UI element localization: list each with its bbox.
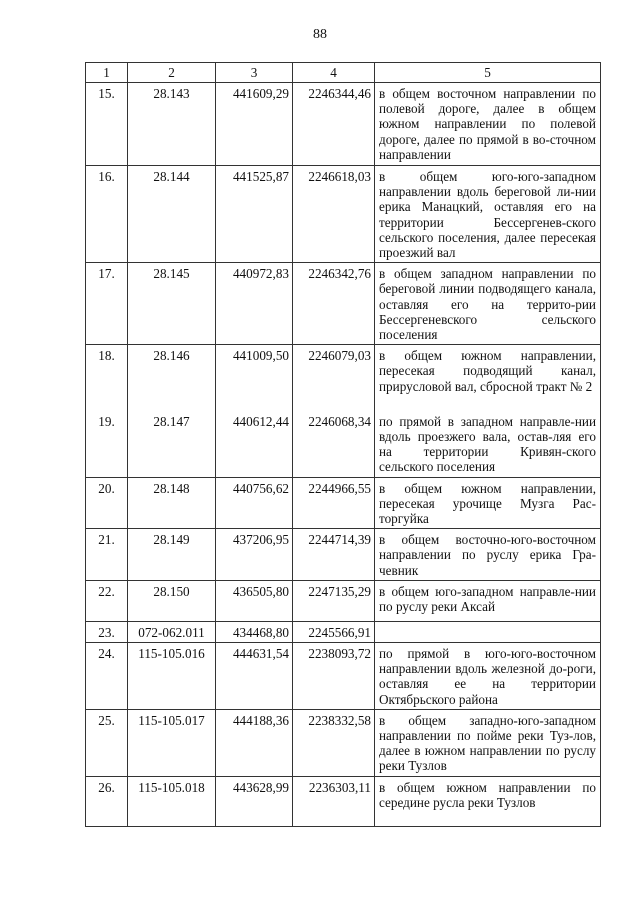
boundary-description: в общем южном направлении, пересекая подводящий канал, прирусловой вал, сбросной тракт № 2 bbox=[375, 345, 601, 411]
row-number: 21. bbox=[86, 529, 128, 581]
coordinate-y: 2238093,72 bbox=[293, 642, 375, 709]
boundary-description: по прямой в западном направле-нии вдоль проезжего вала, остав-ляя его на территории Кривян-ского сельского поселения bbox=[375, 411, 601, 477]
coordinate-y: 2246068,34 bbox=[293, 411, 375, 477]
boundary-description: по прямой в юго-юго-восточном направлении вдоль железной до-роги, оставляя ее на территории Октябрьского района bbox=[375, 642, 601, 709]
table-row bbox=[86, 83, 601, 166]
column-header-5: 5 bbox=[375, 63, 601, 83]
point-number: 115-105.017 bbox=[128, 709, 216, 776]
table-row bbox=[86, 166, 601, 263]
boundary-description: в общем восточно-юго-восточном направлении по руслу ерика Гра-чевник bbox=[375, 529, 601, 581]
boundary-description: в общем восточном направлении по полевой дороге, далее в общем южном направлении по полевой дороге, далее по прямой в во-сточном направлении bbox=[375, 83, 601, 166]
table-header bbox=[86, 63, 601, 83]
point-number: 115-105.016 bbox=[128, 642, 216, 709]
boundary-description: в общем юго-западном направле-нии по руслу реки Аксай bbox=[375, 580, 601, 621]
table-row bbox=[86, 529, 601, 581]
coordinate-y: 2246618,03 bbox=[293, 166, 375, 263]
row-number: 26. bbox=[86, 776, 128, 826]
table-row bbox=[86, 621, 601, 642]
row-number: 19. bbox=[86, 411, 128, 477]
row-number: 20. bbox=[86, 477, 128, 529]
row-number: 23. bbox=[86, 621, 128, 642]
table-body bbox=[86, 83, 601, 827]
coordinate-y: 2236303,11 bbox=[293, 776, 375, 826]
coordinate-x: 444188,36 bbox=[216, 709, 293, 776]
coordinate-y: 2244714,39 bbox=[293, 529, 375, 581]
row-number: 17. bbox=[86, 263, 128, 345]
coordinate-y: 2246342,76 bbox=[293, 263, 375, 345]
point-number: 115-105.018 bbox=[128, 776, 216, 826]
coordinate-x: 440972,83 bbox=[216, 263, 293, 345]
column-header-2: 2 bbox=[128, 63, 216, 83]
point-number: 28.146 bbox=[128, 345, 216, 411]
coordinate-x: 434468,80 bbox=[216, 621, 293, 642]
column-header-3: 3 bbox=[216, 63, 293, 83]
table-row bbox=[86, 345, 601, 411]
boundary-description: в общем юго-юго-западном направлении вдоль береговой ли-нии ерика Манацкий, оставляя его на территории Бессергенев-ского сельского поселения, далее пересекая проезжий вал bbox=[375, 166, 601, 263]
coordinate-x: 436505,80 bbox=[216, 580, 293, 621]
page-number: 88 bbox=[313, 27, 327, 42]
point-number: 28.143 bbox=[128, 83, 216, 166]
row-number: 15. bbox=[86, 83, 128, 166]
point-number: 28.144 bbox=[128, 166, 216, 263]
point-number: 072-062.011 bbox=[128, 621, 216, 642]
boundary-table bbox=[85, 62, 601, 827]
boundary-description: в общем южном направлении по середине русла реки Тузлов bbox=[375, 776, 601, 826]
boundary-description: в общем западном направлении по береговой линии подводящего канала, оставляя его на террито-рии Бессергеневского сельского поселения bbox=[375, 263, 601, 345]
coordinate-y: 2246344,46 bbox=[293, 83, 375, 166]
table-row bbox=[86, 411, 601, 477]
coordinate-x: 440756,62 bbox=[216, 477, 293, 529]
coordinate-x: 444631,54 bbox=[216, 642, 293, 709]
coordinate-x: 443628,99 bbox=[216, 776, 293, 826]
coordinate-y: 2244966,55 bbox=[293, 477, 375, 529]
table-row bbox=[86, 477, 601, 529]
coordinate-x: 441609,29 bbox=[216, 83, 293, 166]
row-number: 18. bbox=[86, 345, 128, 411]
point-number: 28.148 bbox=[128, 477, 216, 529]
table-row bbox=[86, 642, 601, 709]
coordinate-x: 441525,87 bbox=[216, 166, 293, 263]
point-number: 28.149 bbox=[128, 529, 216, 581]
table-row bbox=[86, 709, 601, 776]
row-number: 22. bbox=[86, 580, 128, 621]
row-number: 25. bbox=[86, 709, 128, 776]
boundary-description: в общем южном направлении, пересекая урочище Музга Рас-торгуйка bbox=[375, 477, 601, 529]
coordinate-y: 2247135,29 bbox=[293, 580, 375, 621]
point-number: 28.145 bbox=[128, 263, 216, 345]
table-row bbox=[86, 580, 601, 621]
coordinate-y: 2246079,03 bbox=[293, 345, 375, 411]
table-row bbox=[86, 776, 601, 826]
coordinate-y: 2245566,91 bbox=[293, 621, 375, 642]
point-number: 28.150 bbox=[128, 580, 216, 621]
coordinate-x: 440612,44 bbox=[216, 411, 293, 477]
boundary-description bbox=[375, 621, 601, 642]
coordinate-x: 441009,50 bbox=[216, 345, 293, 411]
boundary-description: в общем западно-юго-западном направлении по пойме реки Туз-лов, далее в южном направлении по руслу реки Тузлов bbox=[375, 709, 601, 776]
row-number: 24. bbox=[86, 642, 128, 709]
table-row bbox=[86, 263, 601, 345]
column-header-4: 4 bbox=[293, 63, 375, 83]
row-number: 16. bbox=[86, 166, 128, 263]
coordinate-y: 2238332,58 bbox=[293, 709, 375, 776]
header-row bbox=[86, 63, 601, 83]
coordinate-x: 437206,95 bbox=[216, 529, 293, 581]
column-header-1: 1 bbox=[86, 63, 128, 83]
point-number: 28.147 bbox=[128, 411, 216, 477]
